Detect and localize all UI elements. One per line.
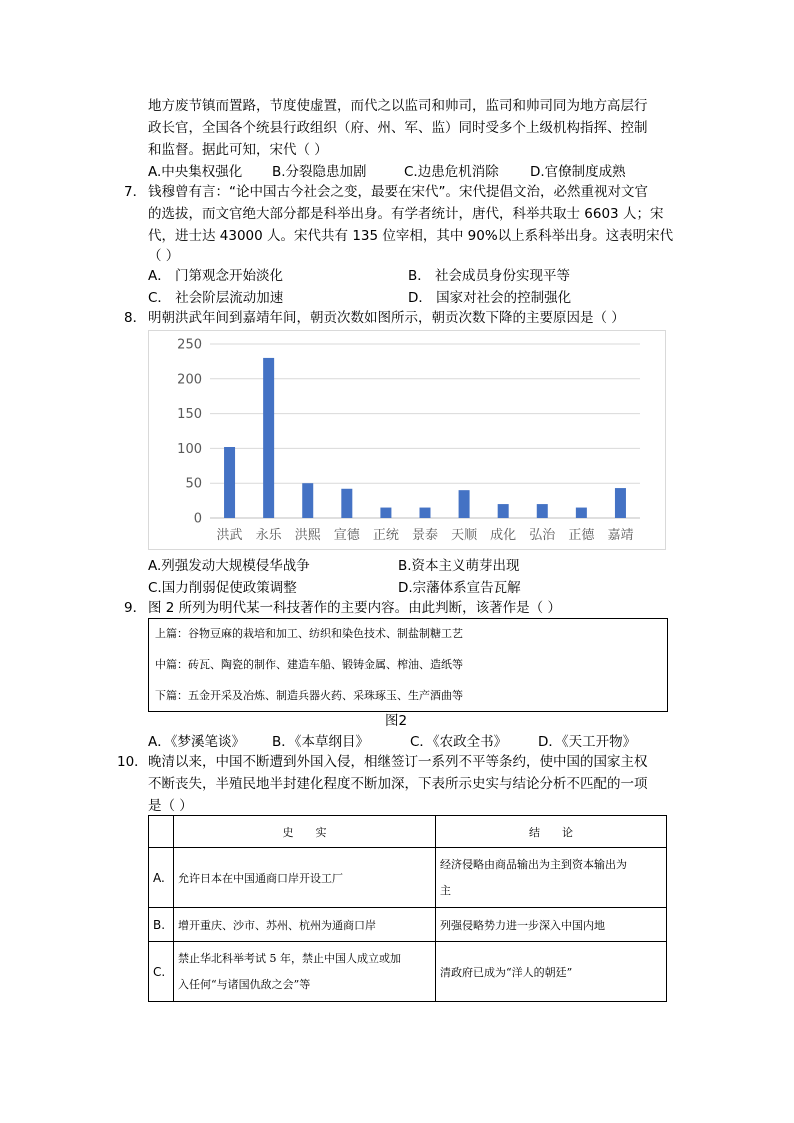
q10-number: 10． xyxy=(117,754,148,770)
conclusion-line: 清政府已成为“洋人的朝廷” xyxy=(440,965,573,979)
table-row xyxy=(149,908,667,942)
bar xyxy=(341,489,352,518)
row-label: B. xyxy=(149,908,174,942)
figure-2-caption: 图2 xyxy=(385,713,408,729)
bar xyxy=(576,508,587,518)
q7-line-4: （ ） xyxy=(148,248,180,264)
history-facts-table xyxy=(148,815,667,1002)
row-conclusion xyxy=(436,942,667,1002)
q6-line-2: 政长官，全国各个统县行政组织（府、州、军、监）同时受多个上级机构指挥、控制 xyxy=(148,120,648,136)
conclusion-line: 列强侵略势力进一步深入中国内地 xyxy=(440,918,605,932)
tribute-count-bar-chart xyxy=(148,330,666,550)
fact-line: 允许日本在中国通商口岸开设工厂 xyxy=(178,871,343,885)
x-tick-label: 宣德 xyxy=(333,528,360,543)
row-label: A. xyxy=(149,848,174,908)
x-tick-label: 洪熙 xyxy=(294,528,321,543)
fact-line: 入任何“与诸国仇敌之会”等 xyxy=(178,977,311,991)
q6-option-d[interactable]: D.官僚制度成熟 xyxy=(530,164,626,180)
q9-number: 9． xyxy=(124,600,147,616)
row-fact xyxy=(174,908,436,942)
x-tick-label: 永乐 xyxy=(255,528,282,543)
q10-line-2: 不断丧失，半殖民地半封建化程度不断加深，下表所示史实与结论分析不匹配的一项 xyxy=(148,776,648,792)
x-tick-label: 洪武 xyxy=(216,528,243,543)
bar xyxy=(263,358,274,518)
q8-option-d[interactable]: D.宗藩体系宣告瓦解 xyxy=(398,580,521,596)
box-line-upper: 上篇：谷物豆麻的栽培和加工、纺织和染色技术、制盐制糖工艺 xyxy=(155,627,463,640)
bar xyxy=(302,483,313,518)
row-conclusion xyxy=(436,848,667,908)
q7-option-d[interactable]: D． 国家对社会的控制强化 xyxy=(408,290,572,306)
bar xyxy=(498,504,509,518)
x-tick-label: 正德 xyxy=(568,528,595,543)
q9-option-d[interactable]: D．《天工开物》 xyxy=(538,734,637,750)
q9-option-c[interactable]: C．《农政全书》 xyxy=(410,734,508,750)
box-line-middle: 中篇：砖瓦、陶瓷的制作、建造车船、锻铸金属、榨油、造纸等 xyxy=(155,658,463,671)
table-header-fact: 史 实 xyxy=(174,816,436,848)
q7-line-3: 代，进士达 43000 人。宋代共有 135 位宰相，其中 90%以上系科举出身。这表明宋代 xyxy=(148,228,674,244)
q7-option-b[interactable]: B． 社会成员身份实现平等 xyxy=(408,268,571,284)
figure-2-content-box xyxy=(148,618,668,712)
y-tick-label: 250 xyxy=(177,337,202,353)
q9-option-a[interactable]: A．《梦溪笔谈》 xyxy=(148,734,245,750)
y-tick-label: 200 xyxy=(177,372,202,388)
y-tick-label: 0 xyxy=(193,511,202,527)
table-header-row xyxy=(149,816,667,848)
x-tick-label: 弘治 xyxy=(529,528,556,543)
x-tick-label: 嘉靖 xyxy=(607,528,634,543)
row-conclusion xyxy=(436,908,667,942)
q8-option-b[interactable]: B.资本主义萌芽出现 xyxy=(398,558,520,574)
x-tick-label: 成化 xyxy=(490,528,517,543)
q8-text: 明朝洪武年间到嘉靖年间，朝贡次数如图所示，朝贡次数下降的主要原因是（ ） xyxy=(148,310,625,326)
row-fact xyxy=(174,848,436,908)
y-tick-label: 150 xyxy=(177,407,202,423)
row-fact xyxy=(174,942,436,1002)
table-row xyxy=(149,848,667,908)
fact-line: 禁止华北科举考试 5 年，禁止中国人成立或加 xyxy=(178,951,401,965)
y-tick-label: 50 xyxy=(185,476,202,492)
q6-line-3: 和监督。据此可知，宋代（ ） xyxy=(148,142,328,158)
row-label: C. xyxy=(149,942,174,1002)
q7-option-a[interactable]: A． 门第观念开始淡化 xyxy=(148,268,284,284)
conclusion-line: 主 xyxy=(440,883,451,897)
q7-line-1: 钱穆曾有言：“论中国古今社会之变，最要在宋代”。宋代提倡文治，必然重视对文官 xyxy=(148,184,648,200)
table-header-conclusion: 结 论 xyxy=(436,816,667,848)
q6-option-a[interactable]: A.中央集权强化 xyxy=(148,164,243,180)
q10-line-3: 是（ ） xyxy=(148,798,193,814)
q7-option-c[interactable]: C． 社会阶层流动加速 xyxy=(148,290,284,306)
bar xyxy=(224,447,235,518)
q10-line-1: 晚清以来，中国不断遭到外国入侵，相继签订一系列不平等条约，使中国的国家主权 xyxy=(148,754,648,770)
q6-option-b[interactable]: B.分裂隐患加剧 xyxy=(272,164,367,180)
x-tick-label: 正统 xyxy=(372,528,399,543)
conclusion-line: 经济侵略由商品输出为主到资本输出为 xyxy=(440,857,627,871)
q7-number: 7． xyxy=(124,184,147,200)
q8-option-a[interactable]: A.列强发动大规模侵华战争 xyxy=(148,558,310,574)
x-tick-label: 景泰 xyxy=(411,528,439,543)
q9-option-b[interactable]: B．《本草纲目》 xyxy=(272,734,370,750)
bar xyxy=(459,490,470,518)
bar xyxy=(537,504,548,518)
bar xyxy=(615,488,626,518)
y-tick-label: 100 xyxy=(177,441,202,457)
fact-line: 增开重庆、沙市、苏州、杭州为通商口岸 xyxy=(178,918,376,932)
q7-line-2: 的选拔，而文官绝大部分都是科举出身。有学者统计，唐代，科举共取士 6603 人；宋 xyxy=(148,206,664,222)
table-row xyxy=(149,942,667,1002)
q8-number: 8． xyxy=(124,310,147,326)
bar xyxy=(380,508,391,518)
q6-option-c[interactable]: C.边患危机消除 xyxy=(404,164,499,180)
x-tick-label: 天顺 xyxy=(451,528,478,543)
table-header-blank xyxy=(149,816,174,848)
bar xyxy=(420,508,431,518)
q6-line-1: 地方废节镇而置路，节度使虚置，而代之以监司和帅司，监司和帅司同为地方高层行 xyxy=(148,98,648,114)
q9-text: 图 2 所列为明代某一科技著作的主要内容。由此判断，该著作是（ ） xyxy=(148,600,561,616)
box-line-lower: 下篇：五金开采及冶炼、制造兵器火药、采珠琢玉、生产酒曲等 xyxy=(155,689,463,702)
q8-option-c[interactable]: C.国力削弱促使政策调整 xyxy=(148,580,297,596)
